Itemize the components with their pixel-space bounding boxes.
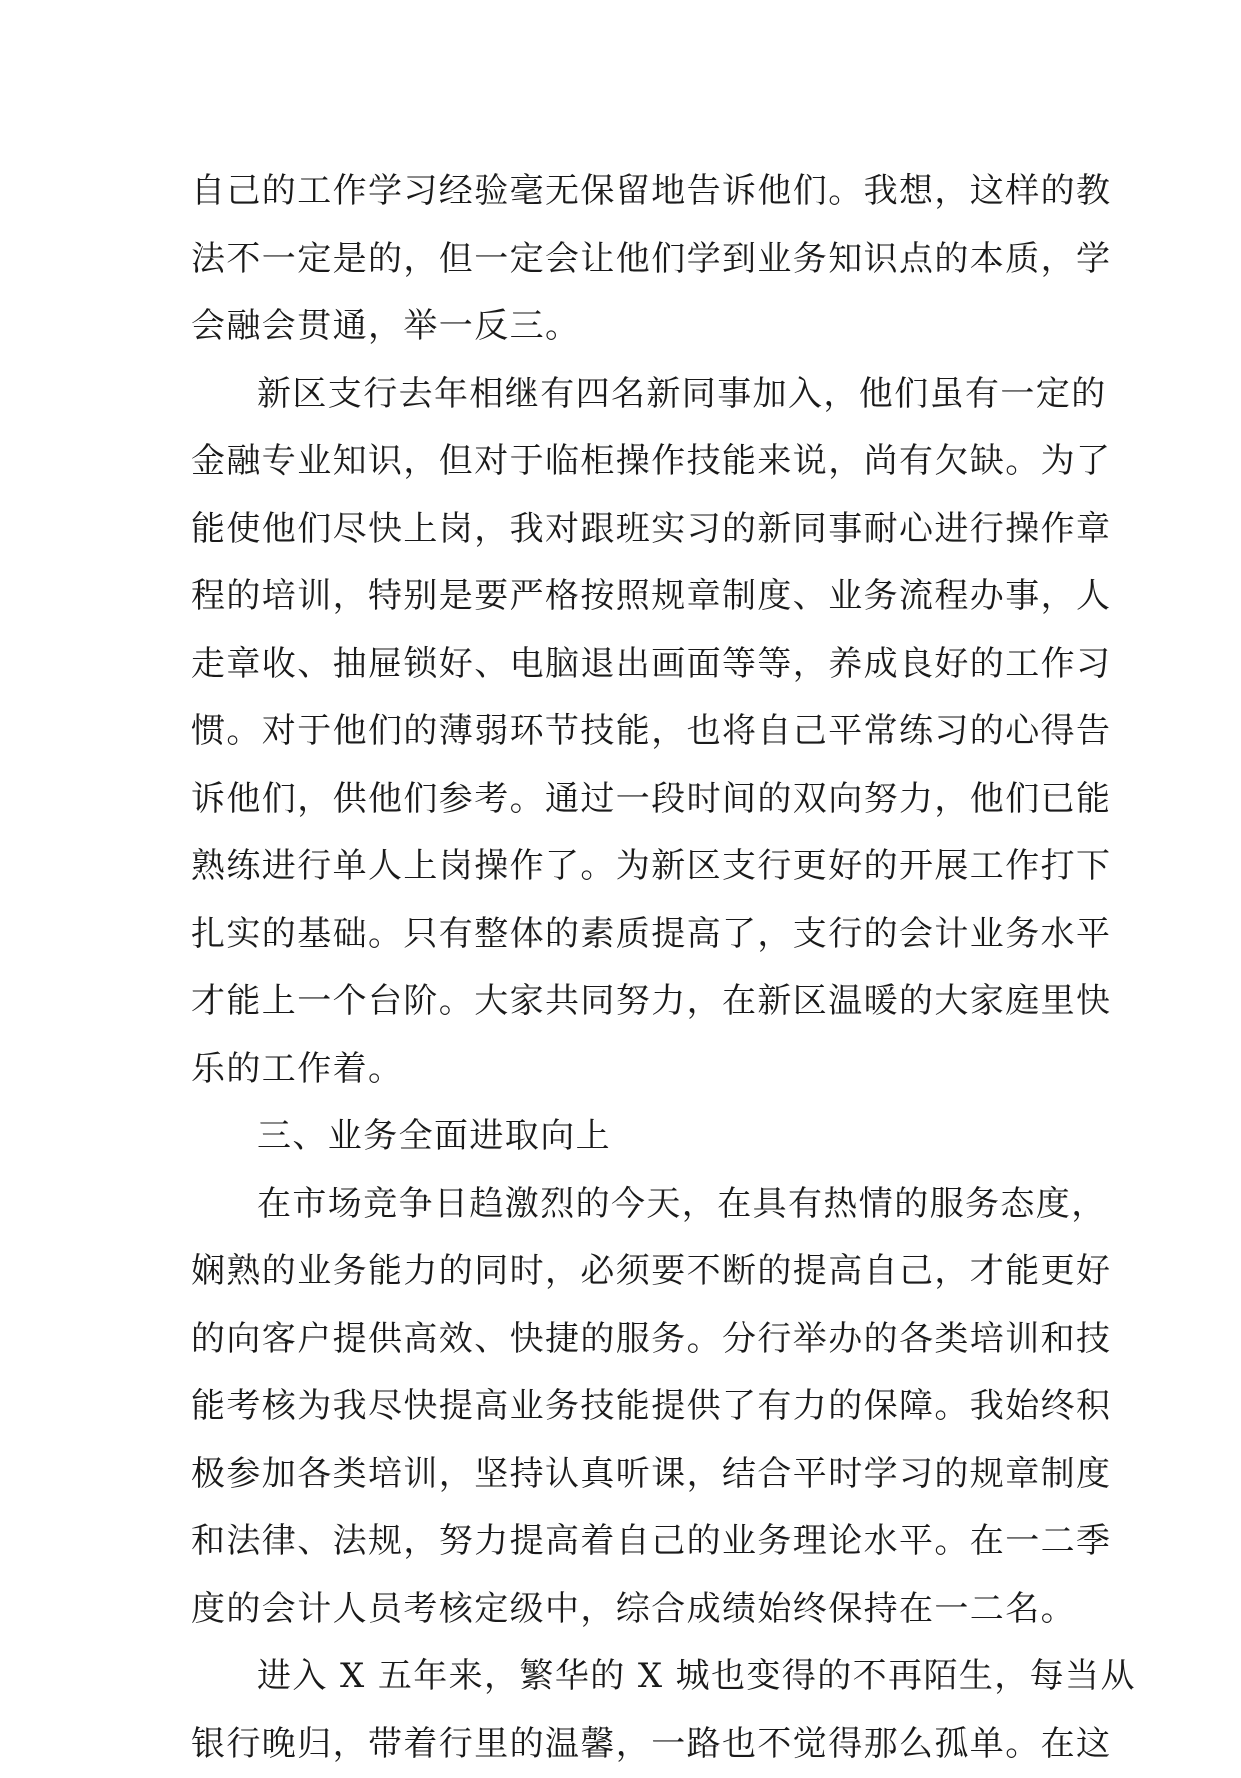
- text-line: 会融会贯通，举一反三。: [191, 293, 1071, 361]
- text-line: 和法律、法规，努力提高着自己的业务理论水平。在一二季: [191, 1508, 1071, 1576]
- paragraph-first-line: 进入 X 五年来，繁华的 X 城也变得的不再陌生，每当从: [191, 1643, 1071, 1711]
- text-line: 度的会计人员考核定级中，综合成绩始终保持在一二名。: [191, 1576, 1071, 1644]
- text-line: 惯。对于他们的薄弱环节技能，也将自己平常练习的心得告: [191, 698, 1071, 766]
- text-line: 银行晚归，带着行里的温馨，一路也不觉得那么孤单。在这: [191, 1711, 1071, 1778]
- text-line: 娴熟的业务能力的同时，必须要不断的提高自己，才能更好: [191, 1238, 1071, 1306]
- paragraph-first-line: 新区支行去年相继有四名新同事加入，他们虽有一定的: [191, 361, 1071, 429]
- text-line: 法不一定是的，但一定会让他们学到业务知识点的本质，学: [191, 226, 1071, 294]
- text-line: 能考核为我尽快提高业务技能提供了有力的保障。我始终积: [191, 1373, 1071, 1441]
- paragraph-first-line: 三、业务全面进取向上: [191, 1103, 1071, 1171]
- text-line: 能使他们尽快上岗，我对跟班实习的新同事耐心进行操作章: [191, 496, 1071, 564]
- text-line: 扎实的基础。只有整体的素质提高了，支行的会计业务水平: [191, 901, 1071, 969]
- text-line: 熟练进行单人上岗操作了。为新区支行更好的开展工作打下: [191, 833, 1071, 901]
- document-body: [191, 158, 1071, 1778]
- text-line: 的向客户提供高效、快捷的服务。分行举办的各类培训和技: [191, 1306, 1071, 1374]
- paragraph-first-line: 在市场竞争日趋激烈的今天，在具有热情的服务态度，: [191, 1171, 1071, 1239]
- text-line: 程的培训，特别是要严格按照规章制度、业务流程办事，人: [191, 563, 1071, 631]
- text-line: 乐的工作着。: [191, 1036, 1071, 1104]
- text-line: 极参加各类培训，坚持认真听课，结合平时学习的规章制度: [191, 1441, 1071, 1509]
- text-line: 才能上一个台阶。大家共同努力，在新区温暖的大家庭里快: [191, 968, 1071, 1036]
- text-line: 金融专业知识，但对于临柜操作技能来说，尚有欠缺。为了: [191, 428, 1071, 496]
- text-line: 自己的工作学习经验毫无保留地告诉他们。我想，这样的教: [191, 158, 1071, 226]
- text-line: 走章收、抽屉锁好、电脑退出画面等等，养成良好的工作习: [191, 631, 1071, 699]
- text-line: 诉他们，供他们参考。通过一段时间的双向努力，他们已能: [191, 766, 1071, 834]
